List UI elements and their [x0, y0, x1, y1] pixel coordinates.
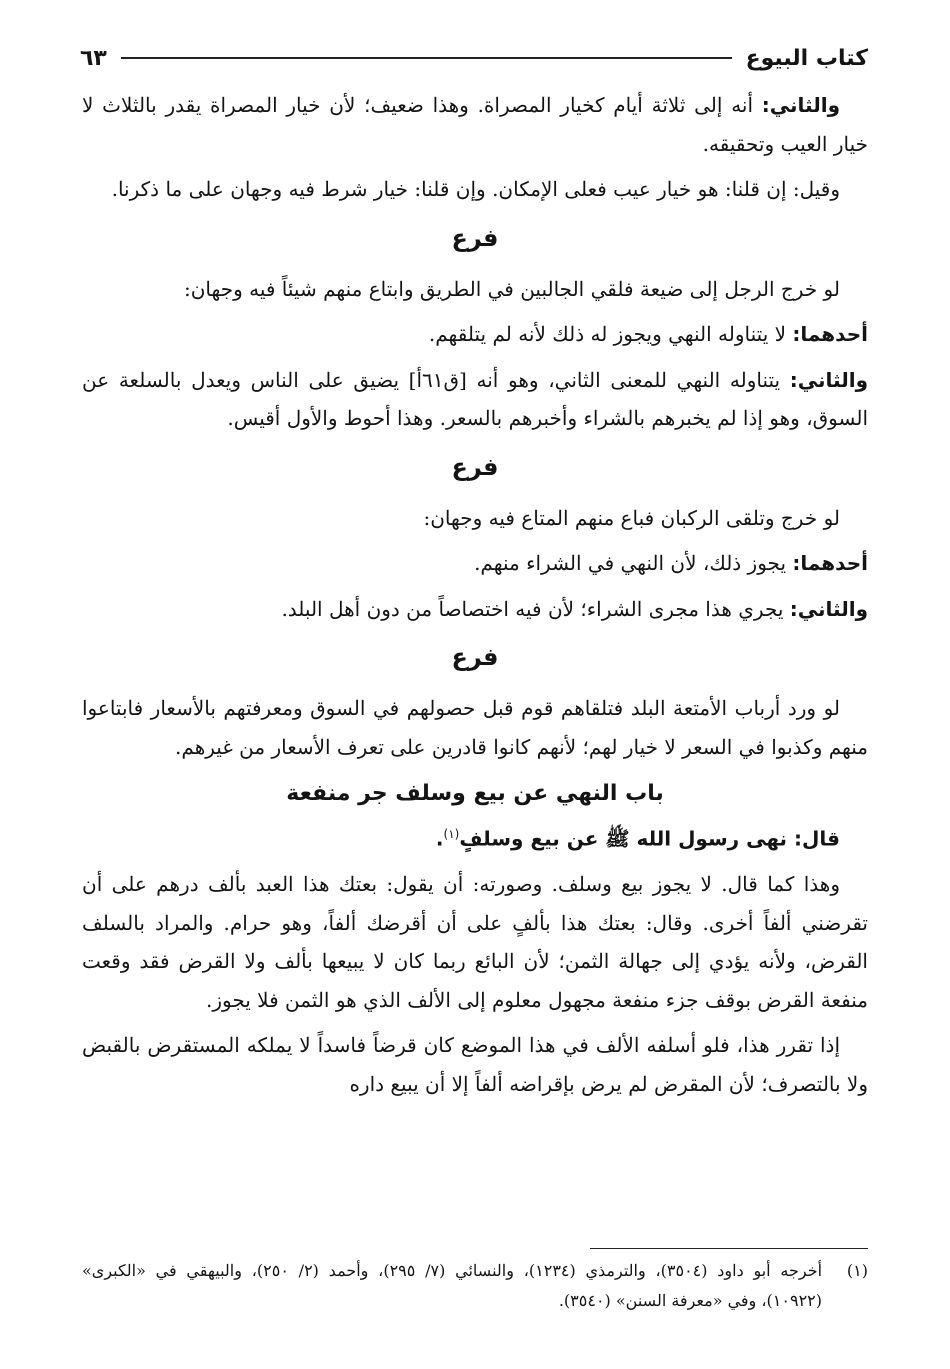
paragraph-text: لو ورد أرباب الأمتعة البلد فتلقاهم قوم قبل حصولهم في السوق ومعرفتهم بالأسعار فابتاعوا منهم وكذبوا في السعر لا خيار لهم؛ لأنهم كانوا قادرين على تعرف الأسعار من غيرهم. [82, 696, 868, 759]
paragraph-4 [82, 1026, 868, 1103]
main-text [82, 86, 868, 1110]
footnotes [82, 1256, 868, 1316]
paragraph-text: لو خرج الرجل إلى ضيعة فلقي الجالبين في الطريق وابتاع منهم شيئاً فيه وجهان: [184, 276, 840, 301]
paragraph-2 [82, 170, 868, 209]
section-heading-far-1: فرع [451, 223, 499, 252]
hadith-end: . [435, 826, 444, 851]
paragraph-1 [82, 86, 868, 163]
hadith-statement [82, 815, 868, 858]
far-3-text [82, 689, 868, 766]
running-header [80, 38, 868, 78]
hadith-lead: قال: [794, 826, 840, 851]
far-2-intro [82, 499, 868, 538]
paragraph-text: لو خرج وتلقى الركبان فباع منهم المتاع فيه وجهان: [423, 505, 840, 530]
paragraph-text: وهذا كما قال. لا يجوز بيع وسلف. وصورته: أن يقول: بعتك هذا العبد بألف درهم على أن تقرضني ألفاً أخرى. وقال: بعتك هذا بألفٍ على أن أقرضك ألفاً، وهو حرام. والمراد بالسلف القرض، ولأنه يؤدي إلى جهالة الثمن؛ لأن البائع ربما كان لا يبيعها بألف ولا القرض فقد وقعت منفعة القرض بوقف جزء منفعة مجهول معلوم إلى الألف الذي هو الثمن فلا يجوز. [82, 872, 868, 1012]
far-1-option-b [82, 361, 868, 438]
footnote-text: أخرجه أبو داود (٣٥٠٤)، والترمذي (١٢٣٤)، والنسائي (٧/ ٢٩٥)، وأحمد (٢/ ٢٥٠)، والبيهقي في «الكبرى» (١٠٩٢٢)، وفي «معرفة السنن» (٣٥٤٠). [82, 1261, 823, 1310]
chapter-heading: باب النهي عن بيع وسلف جر منفعة [286, 781, 664, 806]
option-lead: أحدهما: [792, 322, 868, 346]
footnote-number: (١) [846, 1261, 868, 1280]
far-2-option-b [82, 590, 868, 629]
footnote-separator [590, 1248, 868, 1249]
chapter-title: كتاب البيوع [745, 45, 868, 71]
option-lead: أحدهما: [792, 551, 868, 575]
header-rule [121, 57, 732, 59]
paragraph-lead: والثاني: [761, 93, 840, 117]
far-1-intro [82, 270, 868, 309]
paragraph-3 [82, 865, 868, 1019]
option-lead: والثاني: [789, 367, 868, 392]
option-text: يجري هذا مجرى الشراء؛ لأن فيه اختصاصاً من دون أهل البلد. [281, 596, 790, 621]
far-1-option-a [82, 315, 868, 354]
option-text: لا يتناوله النهي ويجوز له ذلك لأنه لم يتلقهم. [428, 322, 793, 346]
page-number: ٦٣ [80, 45, 107, 71]
paragraph-text: إذا تقرر هذا، فلو أسلفه الألف في هذا الموضع كان قرضاً فاسداً لا يملكه المستقرض بالقبض ولا بالتصرف؛ لأن المقرض لم يرض بإقراضه ألفاً إلا أن يبيع داره [82, 1033, 868, 1096]
footnote-ref[interactable]: (١) [443, 827, 460, 841]
footnote-1 [82, 1256, 868, 1316]
paragraph-text: أنه إلى ثلاثة أيام كخيار المصراة. وهذا ضعيف؛ لأن خيار المصراة يقدر بالثلاث لا خيار العيب وتحقيقه. [82, 93, 868, 156]
option-text: يتناوله النهي للمعنى الثاني، وهو أنه [ق٦١أ] يضيق على الناس ويعدل بالسلعة عن السوق، وهو إذا لم يخبرهم بالشراء وأخبرهم بالسعر. وهذا أحوط والأول أقيس. [82, 367, 868, 430]
far-2-option-a [82, 544, 868, 583]
section-heading-far-2: فرع [451, 452, 499, 481]
option-lead: والثاني: [789, 596, 868, 621]
paragraph-text: وقيل: إن قلنا: هو خيار عيب فعلى الإمكان. وإن قلنا: خيار شرط فيه وجهان على ما ذكرنا. [111, 177, 840, 201]
option-text: يجوز ذلك، لأن النهي في الشراء منهم. [474, 551, 793, 575]
hadith-text: نهى رسول الله ﷺ عن بيع وسلفٍ [459, 826, 795, 851]
section-heading-far-3: فرع [451, 643, 499, 671]
